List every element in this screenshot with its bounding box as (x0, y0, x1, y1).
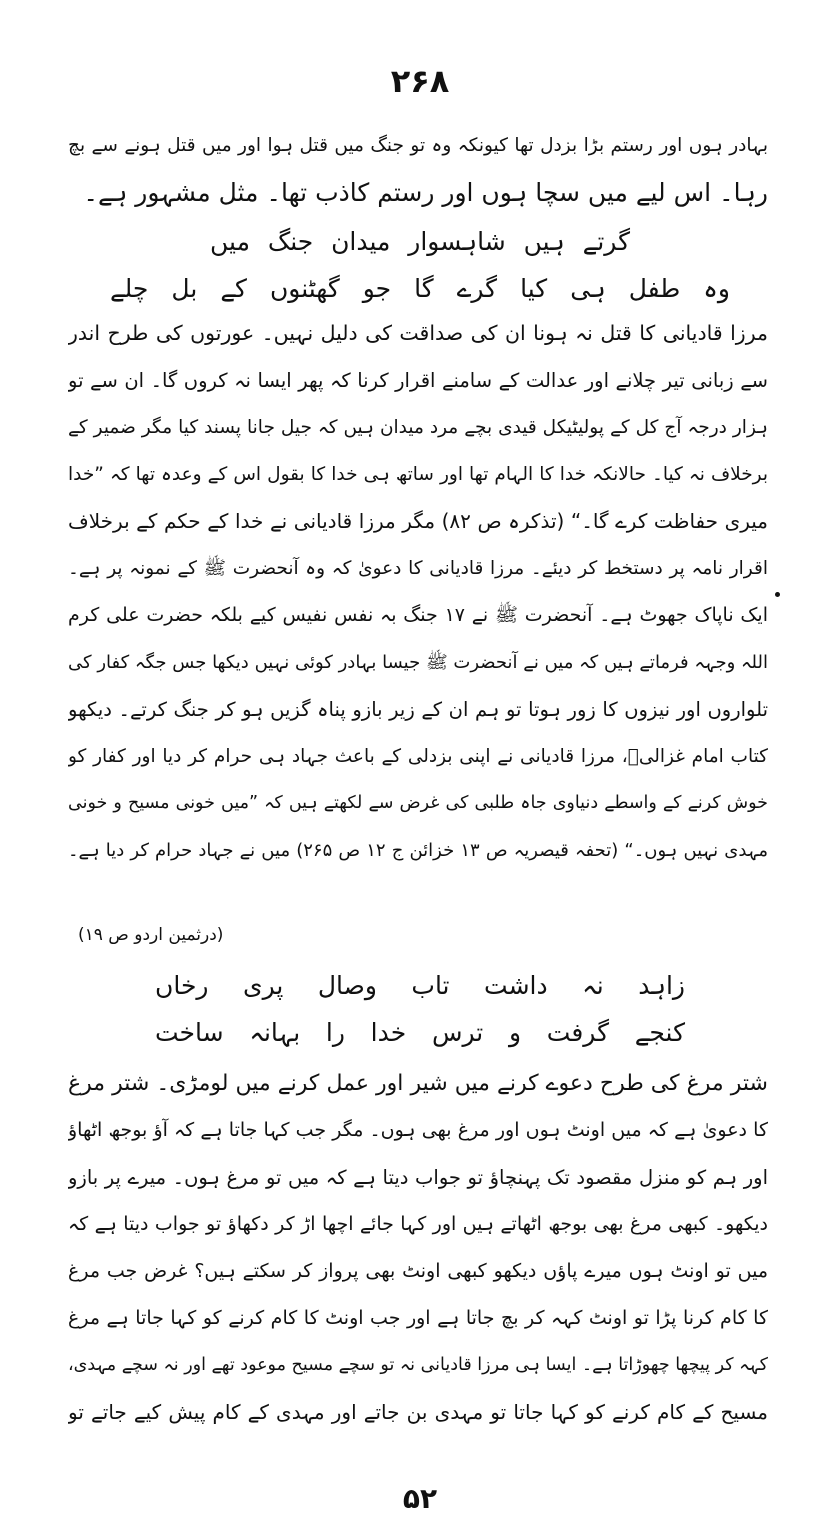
text-line: ہزار درجہ آج کل کے پولیٹیکل قیدی بچے مرد میدان ہیں کہ جیل جانا پسند کیا مگر ضمیر کے (68, 417, 768, 438)
text-line: شتر مرغ کی طرح دعوے کرنے میں شیر اور عمل کرنے میں لومڑی۔ شتر مرغ (68, 1071, 768, 1096)
paragraph-1 (68, 122, 768, 216)
verse-line: گرتے ہیں شاہسوار میدان جنگ میں (210, 227, 630, 256)
text-line: سے زبانی تیر چلانے اور عدالت کے سامنے اقرار کرنا کہ پھر ایسا نہ کروں گا۔ ان سے تو (68, 369, 768, 392)
verse-line: زاہد نہ داشت تاب وصال پری رخاں (155, 971, 685, 1000)
text-line: مرزا قادیانی کا قتل نہ ہونا ان کی صداقت کی دلیل نہیں۔ عورتوں کی طرح اندر (68, 321, 768, 345)
verse-couplet-1 (210, 218, 630, 265)
source-reference: (درثمین اردو ص ۱۹) (78, 925, 224, 945)
text-line: ایک ناپاک جھوٹ ہے۔ آنحضرت ﷺ نے ۱۷ جنگ بہ نفس نفیس کیے بلکہ حضرت علی کرم (68, 604, 768, 626)
verse-couplet-2 (155, 962, 685, 1056)
verse-couplet-1b (110, 265, 730, 312)
page-number-top: ۲۶۸ (390, 62, 450, 100)
text-line: دیکھو۔ کبھی مرغ بھی بوجھ اٹھاتے ہیں اور کہا جائے اچھا اڑ کر دکھاؤ تو جواب دیتا ہے کہ (68, 1213, 768, 1235)
verse-line: وہ طفل ہی کیا گرے گا جو گھٹنوں کے بل چلے (110, 274, 730, 303)
text-line: کہہ کر پیچھا چھوڑاتا ہے۔ ایسا ہی مرزا قادیانی نہ تو سچے مسیح موعود تھے اور نہ سچے مہدی، (68, 1355, 768, 1375)
text-line: اور ہم کو منزل مقصود تک پہنچاؤ تو جواب دیتا ہے کہ میں تو مرغ ہوں۔ میرے پر بازو (68, 1166, 768, 1189)
text-line: اللہ وجہہ فرماتے ہیں کہ میں نے آنحضرت ﷺ جیسا بہادر کوئی نہیں دیکھا جس جگہ کفار کی (68, 652, 768, 673)
text-line: کا دعویٰ ہے کہ میں اونٹ ہوں اور مرغ بھی ہوں۔ مگر جب کہا جاتا ہے کہ آؤ بوجھ اٹھاؤ (68, 1119, 768, 1141)
text-line: میری حفاظت کرے گا۔“ (تذکرہ ص ۸۲) مگر مرزا قادیانی نے خدا کے حکم کے برخلاف (68, 509, 768, 533)
paragraph-3 (68, 1060, 768, 1436)
text-line: میں تو اونٹ ہوں میرے پاؤں دیکھو کبھی اونٹ بھی پرواز کر سکتے ہیں؟ غرض جب مرغ (68, 1260, 768, 1282)
text-line: برخلاف نہ کیا۔ حالانکہ خدا کا الہام تھا اور ساتھ ہی خدا کا بقول اس کے وعدہ تھا کہ ”خدا (68, 464, 768, 485)
text-line: تلواروں اور نیزوں کا زور ہوتا تو ہم ان کے زیر بازو پناہ گزیں ہو کر جنگ کرتے۔ دیکھو (68, 698, 768, 721)
text-line: کتاب امام غزالیؒ، مرزا قادیانی نے اپنی بزدلی کے باعث جہاد ہی حرام کر دیا اور کفار کو (68, 746, 768, 767)
text-line: بہادر ہوں اور رستم بڑا بزدل تھا کیونکہ وہ تو جنگ میں قتل ہوا اور میں قتل ہونے سے بچ (68, 135, 768, 156)
text-line: اقرار نامہ پر دستخط کر دیئے۔ مرزا قادیانی کا دعویٰ کہ وہ آنحضرت ﷺ کے نمونہ پر ہے۔ (68, 558, 768, 579)
text-line: رہا۔ اس لیے میں سچا ہوں اور رستم کاذب تھا۔ مثل مشہور ہے۔ (83, 178, 768, 207)
margin-mark (775, 592, 780, 597)
text-line: خوش کرنے کے واسطے دنیاوی جاہ طلبی کی غرض سے لکھتے ہیں کہ ”میں خونی مسیح و خونی (68, 793, 768, 813)
text-line: مسیح کے کام کرنے کو کہا جاتا تو مہدی بن جاتے اور مہدی کے کام پیش کیے جاتے تو (68, 1400, 768, 1424)
text-line: کا کام کرنا پڑا تو اونٹ کہہ کر بچ جاتا ہے اور جب اونٹ کا کام کرنے کو کہا جاتا ہے مرغ (68, 1307, 768, 1329)
paragraph-2 (68, 310, 768, 874)
verse-line: کنجے گرفت و ترس خدا را بہانہ ساخت (155, 1018, 685, 1047)
text-line: مہدی نہیں ہوں۔“ (تحفہ قیصریہ ص ۱۳ خزائن ج ۱۲ ص ۲۶۵) میں نے جہاد حرام کر دیا ہے۔ (68, 840, 768, 861)
page-number-bottom: ۵۲ (402, 1482, 438, 1515)
